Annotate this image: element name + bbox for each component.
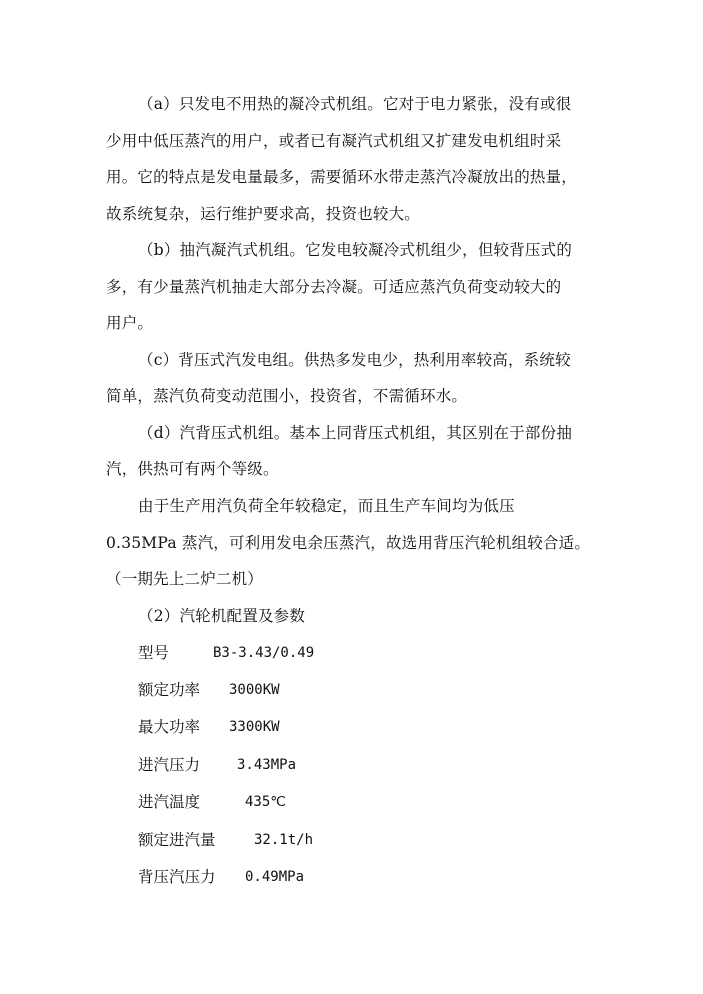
param-value-rated-steam-flow: 32.1t/h xyxy=(254,832,314,848)
paragraph-d-line-1: （d）汽背压式机组。基本上同背压式机组，其区别在于部份抽 xyxy=(138,424,573,442)
param-value-inlet-pressure: 3.43MPa xyxy=(237,757,297,773)
paragraph-c-line-1: （c）背压式汽发电组。供热多发电少，热利用率较高，系统较 xyxy=(138,351,571,369)
param-value-inlet-temperature: 435℃ xyxy=(245,794,287,810)
param-label-max-power: 最大功率 xyxy=(138,718,201,736)
param-value-max-power: 3300KW xyxy=(229,719,280,735)
paragraph-d-line-2: 汽，供热可有两个等级。 xyxy=(106,460,279,478)
param-label-rated-steam-flow: 额定进汽量 xyxy=(138,831,216,849)
paragraph-a-line-2: 少用中低压蒸汽的用户，或者已有凝汽式机组又扩建发电机组时采 xyxy=(106,132,562,150)
param-label-back-pressure: 背压汽压力 xyxy=(138,868,216,886)
paragraph-b-line-3: 用户。 xyxy=(106,314,154,332)
param-value-back-pressure: 0.49MPa xyxy=(245,869,305,885)
conclusion-line-1: 由于生产用汽负荷全年较稳定，而且生产车间均为低压 xyxy=(138,497,515,515)
conclusion-line-3: （一期先上二炉二机） xyxy=(106,570,264,588)
paragraph-b-line-2: 多，有少量蒸汽机抽走大部分去冷凝。可适应蒸汽负荷变动较大的 xyxy=(106,278,562,296)
paragraph-c-line-2: 简单，蒸汽负荷变动范围小，投资省，不需循环水。 xyxy=(106,387,468,405)
paragraph-a-line-3: 用。它的特点是发电量最多，需要循环水带走蒸汽冷凝放出的热量， xyxy=(106,168,578,186)
param-value-model: B3-3.43/0.49 xyxy=(213,645,315,661)
param-label-rated-power: 额定功率 xyxy=(138,681,201,699)
param-value-rated-power: 3000KW xyxy=(229,682,280,698)
paragraph-b-line-1: （b）抽汽凝汽式机组。它发电较凝冷式机组少，但较背压式的 xyxy=(138,241,573,259)
section-title: （2）汽轮机配置及参数 xyxy=(138,607,306,625)
param-label-inlet-temperature: 进汽温度 xyxy=(138,793,201,811)
param-label-inlet-pressure: 进汽压力 xyxy=(138,756,201,774)
param-label-model: 型号 xyxy=(138,644,170,662)
paragraph-a-line-1: （a）只发电不用热的凝冷式机组。它对于电力紧张，没有或很 xyxy=(138,95,572,113)
conclusion-line-2: 0.35MPa 蒸汽，可利用发电余压蒸汽，故选用背压汽轮机组较合适。 xyxy=(106,534,591,552)
paragraph-a-line-4: 故系统复杂，运行维护要求高，投资也较大。 xyxy=(106,205,421,223)
